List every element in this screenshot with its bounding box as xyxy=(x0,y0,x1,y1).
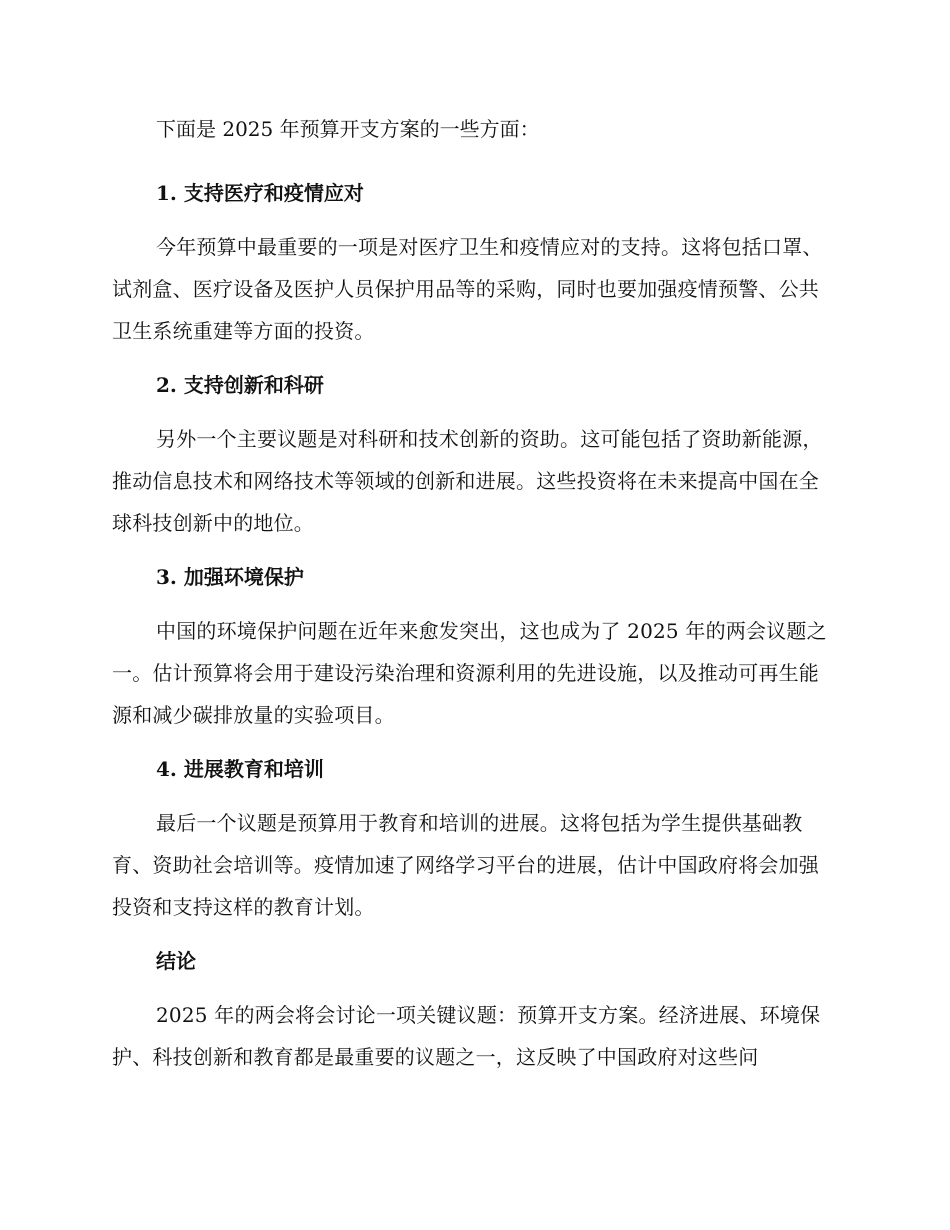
section-body-conclusion: 2025 年的两会将会讨论一项关键议题：预算开支方案。经济进展、环境保护、科技创新和教育都是最重要的议题之一，这反映了中国政府对这些问 xyxy=(112,1003,821,1069)
section-body-education: 最后一个议题是预算用于教育和培训的进展。这将包括为学生提供基础教育、资助社会培训等。疫情加速了网络学习平台的进展，估计中国政府将会加强投资和支持这样的教育计划。 xyxy=(112,811,819,919)
section-heading-education: 4. 进展教育和培训 xyxy=(156,757,324,781)
section-body-medical: 今年预算中最重要的一项是对医疗卫生和疫情应对的支持。这将包括口罩、试剂盒、医疗设备及医护人员保护用品等的采购，同时也要加强疫情预警、公共卫生系统重建等方面的投资。 xyxy=(112,235,823,343)
intro-paragraph: 下面是 2025 年预算开支方案的一些方面： xyxy=(156,117,540,141)
section-body-environment: 中国的环境保护问题在近年来愈发突出，这也成为了 2025 年的两会议题之一。估计预算将会用于建设污染治理和资源利用的先进设施，以及推动可再生能源和减少碳排放量的实验项目。 xyxy=(112,619,827,727)
section-heading-environment: 3. 加强环境保护 xyxy=(156,565,304,589)
section-heading-medical: 1. 支持医疗和疫情应对 xyxy=(156,181,364,205)
document-content xyxy=(112,108,838,1090)
section-heading-conclusion: 结论 xyxy=(156,949,196,973)
section-body-innovation: 另外一个主要议题是对科研和技术创新的资助。这可能包括了资助新能源，推动信息技术和网络技术等领域的创新和进展。这些投资将在未来提高中国在全球科技创新中的地位。 xyxy=(112,427,823,535)
section-heading-innovation: 2. 支持创新和科研 xyxy=(156,373,324,397)
